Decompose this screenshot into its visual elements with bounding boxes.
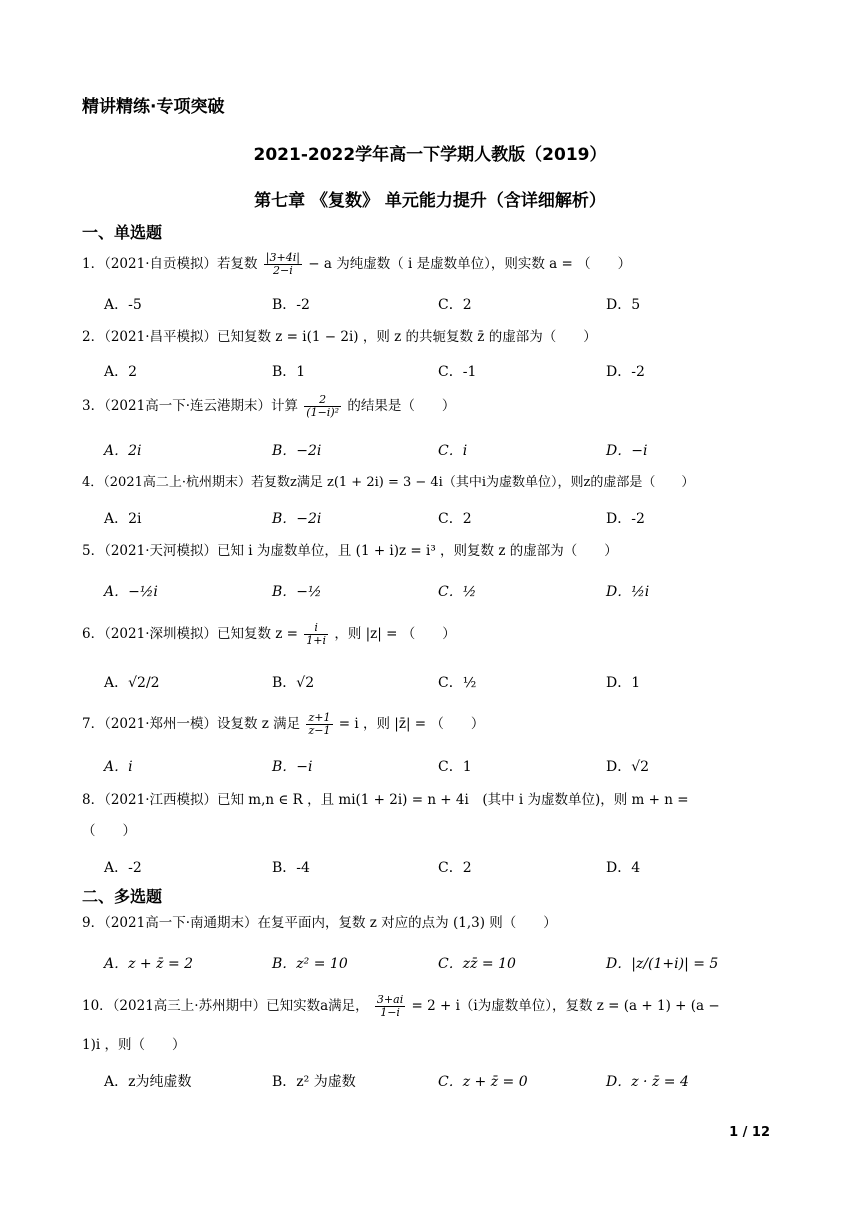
question-7-prefix: 7．（2021·郑州一模）设复数 z 满足 [82, 716, 301, 732]
q8-option-a: A．-2 [104, 860, 142, 876]
q3-option-b: B．−2i [272, 443, 322, 459]
q4-option-c: C．2 [438, 511, 472, 527]
question-8-line2: （ ） [82, 823, 136, 839]
question-1 [82, 252, 631, 277]
question-8-line1: 8．（2021·江西模拟）已知 m,n ∈ R ，且 mi(1 + 2i) = n + 4i (其中 i 为虚数单位)，则 m + n = [82, 792, 689, 808]
q9-option-a: A．z + z̄ = 2 [104, 956, 194, 972]
q2-option-d: D．-2 [606, 364, 645, 380]
question-6-prefix: 6．（2021·深圳模拟）已知复数 z = [82, 626, 298, 642]
q2-option-c: C．-1 [438, 364, 477, 380]
question-7 [82, 712, 484, 737]
q5-option-a: A．−½i [104, 584, 158, 600]
q8-option-c: C．2 [438, 860, 472, 876]
q6-option-a: A．√2/2 [104, 675, 160, 691]
question-3-frac-den: (1−i)² [306, 406, 340, 419]
q7-option-c: C．1 [438, 759, 472, 775]
q9-option-b: B．z² = 10 [272, 956, 348, 972]
q9-option-c: C．zz̄ = 10 [438, 956, 516, 972]
q5-option-b: B．−½ [272, 584, 322, 600]
question-1-frac-num: |3+4i| [265, 251, 300, 264]
question-3 [82, 394, 455, 419]
question-6 [82, 622, 456, 647]
q1-option-c: C．2 [438, 297, 472, 313]
document-title: 2021-2022学年高一下学期人教版（2019） [253, 145, 607, 165]
question-5: 5．（2021·天河模拟）已知 i 为虚数单位，且 (1 + i)z = i³ ，则复数 z 的虚部为（ ） [82, 543, 618, 559]
question-10-fraction [375, 994, 405, 1019]
q5-option-c: C．½ [438, 584, 477, 600]
q4-option-a: A．2i [104, 511, 142, 527]
question-3-suffix: 的结果是（ ） [347, 398, 456, 414]
question-7-frac-den: z−1 [308, 724, 331, 737]
q2-option-b: B．1 [272, 364, 306, 380]
question-3-frac-num: 2 [304, 394, 341, 407]
q3-option-d: D．−i [606, 443, 648, 459]
section-multiple-choice: 二、多选题 [82, 887, 163, 906]
question-10-frac-den: 1−i [380, 1006, 400, 1019]
q10-option-c: C．z + z̄ = 0 [438, 1074, 528, 1090]
question-10-frac-num: 3+ai [376, 993, 404, 1006]
q1-option-b: B．-2 [272, 297, 310, 313]
question-1-frac-den: 2−i [273, 264, 293, 277]
chapter-title: 第七章 《复数》 单元能力提升（含详细解析） [254, 191, 606, 211]
q4-option-d: D．-2 [606, 511, 645, 527]
question-4: 4．（2021高二上·杭州期末）若复数z满足 z(1 + 2i) = 3 − 4i（其中i为虚数单位），则z的虚部是（ ） [82, 475, 695, 490]
question-3-fraction [304, 394, 341, 419]
question-9: 9．（2021高一下·南通期末）在复平面内，复数 z 对应的点为 (1,3) 则（ ） [82, 915, 557, 931]
q7-option-d: D．√2 [606, 759, 650, 775]
question-6-frac-num: i [304, 622, 328, 635]
q2-option-a: A．2 [104, 364, 138, 380]
q5-option-d: D．½i [606, 584, 650, 600]
section-single-choice: 一、单选题 [82, 223, 163, 242]
q9-option-d: D．|z/(1+i)| = 5 [606, 956, 719, 972]
q8-option-b: B．-4 [272, 860, 310, 876]
q7-option-a: A．i [104, 759, 133, 775]
question-10-line2: 1)i ，则（ ） [82, 1037, 186, 1053]
q7-option-b: B．−i [272, 759, 313, 775]
question-2: 2．（2021·昌平模拟）已知复数 z = i(1 − 2i) ，则 z 的共轭复数 z̄ 的虚部为（ ） [82, 329, 597, 345]
question-1-prefix: 1．（2021·自贡模拟）若复数 [82, 256, 258, 272]
q3-option-a: A．2i [104, 443, 142, 459]
question-1-suffix: − a 为纯虚数（ i 是虚数单位），则实数 a = （ ） [308, 256, 632, 272]
question-10-suffix: = 2 + i（i为虚数单位），复数 z = (a + 1) + (a − [411, 998, 720, 1014]
q4-option-b: B．−2i [272, 511, 322, 527]
q6-option-b: B．√2 [272, 675, 315, 691]
question-7-suffix: = i ，则 |z̄| = （ ） [338, 716, 485, 732]
question-6-suffix: ，则 |z| = （ ） [334, 626, 456, 642]
question-7-fraction [306, 712, 332, 737]
q8-option-d: D．4 [606, 860, 641, 876]
question-10 [82, 994, 720, 1019]
q3-option-c: C．i [438, 443, 468, 459]
q6-option-d: D．1 [606, 675, 641, 691]
q1-option-d: D．5 [606, 297, 641, 313]
brand-title: 精讲精练·专项突破 [82, 97, 225, 117]
question-6-fraction [304, 622, 328, 647]
q10-option-d: D．z · z̄ = 4 [606, 1074, 689, 1090]
page-number: 1 / 12 [729, 1125, 770, 1140]
q10-option-a: A．z为纯虚数 [104, 1074, 192, 1090]
question-6-frac-den: 1+i [306, 634, 327, 647]
question-3-prefix: 3．（2021高一下·连云港期末）计算 [82, 398, 298, 414]
q10-option-b: B．z² 为虚数 [272, 1074, 356, 1090]
q1-option-a: A．-5 [104, 297, 142, 313]
question-10-prefix: 10．（2021高三上·苏州期中）已知实数a满足， [82, 998, 369, 1014]
question-7-frac-num: z+1 [308, 711, 331, 724]
q6-option-c: C．½ [438, 675, 477, 691]
question-1-fraction [264, 252, 302, 277]
